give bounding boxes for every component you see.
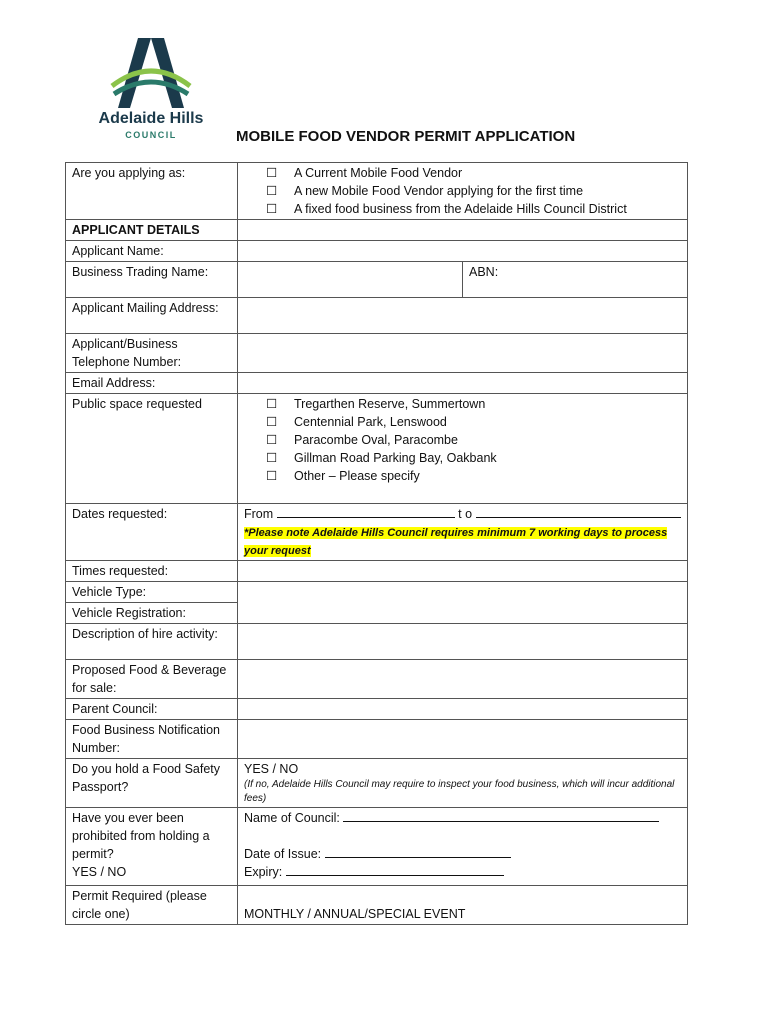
food-field[interactable] — [238, 660, 688, 699]
issue-date-line[interactable] — [325, 845, 511, 858]
times-label: Times requested: — [66, 561, 238, 582]
prohibited-label-cell — [66, 808, 238, 886]
business-name-label: Business Trading Name: — [66, 262, 238, 298]
dates-from-label: From — [244, 507, 274, 521]
public-space-label: Public space requested — [66, 394, 238, 504]
notification-label: Food Business Notification Number: — [66, 720, 238, 759]
mailing-address-field[interactable] — [238, 298, 688, 334]
space-option-5: Other – Please specify — [294, 469, 420, 483]
applying-options — [238, 163, 688, 220]
issue-date-label: Date of Issue: — [244, 847, 322, 861]
vehicle-type-label: Vehicle Type: — [66, 582, 238, 603]
page-title: MOBILE FOOD VENDOR PERMIT APPLICATION — [236, 128, 576, 145]
permit-options[interactable]: MONTHLY / ANNUAL/SPECIAL EVENT — [238, 886, 688, 925]
phone-label: Applicant/Business Telephone Number: — [66, 334, 238, 373]
checkbox[interactable]: ☐ — [266, 433, 278, 447]
space-option-1: Tregarthen Reserve, Summertown — [294, 397, 486, 411]
description-field[interactable] — [238, 624, 688, 660]
applicant-name-field[interactable] — [238, 241, 688, 262]
parent-council-label: Parent Council: — [66, 699, 238, 720]
description-label: Description of hire activity: — [66, 624, 238, 660]
passport-label: Do you hold a Food Safety Passport? — [66, 759, 238, 808]
dates-label: Dates requested: — [66, 504, 238, 561]
passport-field — [238, 759, 688, 808]
checkbox[interactable]: ☐ — [266, 415, 278, 429]
logo-a-icon — [110, 36, 192, 110]
expiry-line[interactable] — [286, 863, 504, 876]
permit-label: Permit Required (please circle one) — [66, 886, 238, 925]
application-form-table — [65, 162, 688, 925]
passport-note: (If no, Adelaide Hills Council may require to inspect your food business, which will incur additional fees) — [244, 779, 675, 804]
prohibited-yes-no[interactable]: YES / NO — [72, 865, 127, 879]
applying-label: Are you applying as: — [66, 163, 238, 220]
checkbox[interactable]: ☐ — [266, 166, 278, 180]
space-option-4: Gillman Road Parking Bay, Oakbank — [294, 451, 497, 465]
section-heading: APPLICANT DETAILS — [66, 220, 238, 241]
space-option-2: Centennial Park, Lenswood — [294, 415, 447, 429]
expiry-label: Expiry: — [244, 865, 283, 879]
checkbox[interactable]: ☐ — [266, 397, 278, 411]
space-option-3: Paracombe Oval, Paracombe — [294, 433, 458, 447]
dates-to-label: t o — [458, 507, 473, 521]
vehicle-reg-label: Vehicle Registration: — [66, 603, 238, 624]
checkbox[interactable]: ☐ — [266, 451, 278, 465]
logo-subtitle: COUNCIL — [125, 130, 177, 140]
prohibited-details — [238, 808, 688, 886]
public-space-options — [238, 394, 688, 504]
dates-from-line[interactable] — [277, 505, 455, 518]
checkbox[interactable]: ☐ — [266, 469, 278, 483]
section-heading-blank — [238, 220, 688, 241]
applying-option-1: A Current Mobile Food Vendor — [294, 166, 463, 180]
vehicle-field[interactable] — [238, 582, 688, 624]
dates-to-line[interactable] — [476, 505, 681, 518]
applicant-name-label: Applicant Name: — [66, 241, 238, 262]
passport-yes-no[interactable]: YES / NO — [244, 762, 299, 776]
abn-field[interactable] — [463, 262, 688, 298]
phone-field[interactable] — [238, 334, 688, 373]
parent-council-field[interactable] — [238, 699, 688, 720]
council-logo — [92, 36, 210, 146]
checkbox[interactable]: ☐ — [266, 202, 278, 216]
email-label: Email Address: — [66, 373, 238, 394]
prohibited-label: Have you ever been prohibited from holding a permit? — [72, 811, 210, 861]
applying-option-2: A new Mobile Food Vendor applying for the first time — [294, 184, 584, 198]
applying-option-3: A fixed food business from the Adelaide Hills Council District — [294, 202, 627, 216]
dates-note: *Please note Adelaide Hills Council requires minimum 7 working days to process your request — [244, 527, 668, 557]
business-name-field[interactable] — [238, 262, 463, 298]
dates-field — [238, 504, 688, 561]
council-name-label: Name of Council: — [244, 811, 340, 825]
times-field[interactable] — [238, 561, 688, 582]
notification-field[interactable] — [238, 720, 688, 759]
mailing-address-label: Applicant Mailing Address: — [66, 298, 238, 334]
checkbox[interactable]: ☐ — [266, 184, 278, 198]
council-name-line[interactable] — [343, 809, 659, 822]
food-label: Proposed Food & Beverage for sale: — [66, 660, 238, 699]
abn-label: ABN: — [469, 265, 499, 279]
logo-name: Adelaide Hills — [98, 110, 204, 127]
email-field[interactable] — [238, 373, 688, 394]
